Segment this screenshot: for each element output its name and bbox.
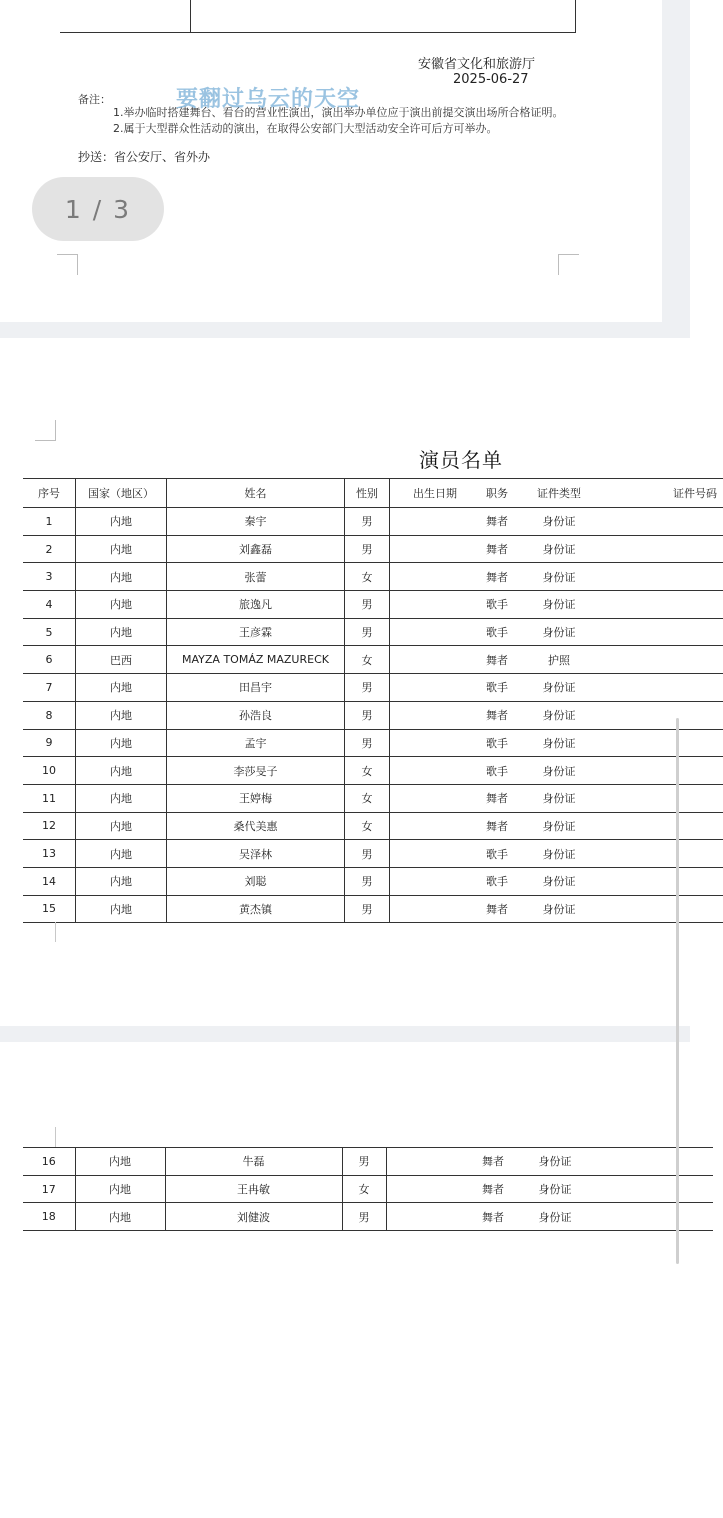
table-cell <box>600 1148 713 1176</box>
table-cell: 吴泽林 <box>167 840 345 868</box>
table-cell: 17 <box>23 1175 75 1203</box>
table-cell: 女 <box>342 1175 386 1203</box>
table-cell: 男 <box>342 1148 386 1176</box>
table-cell <box>604 812 723 840</box>
table-cell: 孙浩良 <box>167 701 345 729</box>
table-cell: 内地 <box>76 895 167 923</box>
table-cell: 舞者 <box>480 812 514 840</box>
table-cell: 14 <box>23 867 76 895</box>
table-cell: 13 <box>23 840 76 868</box>
table-cell <box>604 508 723 536</box>
table-cell: 身份证 <box>510 1175 600 1203</box>
performer-table-continued <box>23 1147 713 1231</box>
table-cell: 刘健波 <box>165 1203 342 1231</box>
performer-table-body <box>23 508 723 923</box>
watermark: 要翻过乌云的天空 <box>176 87 361 112</box>
table-cell: 女 <box>345 757 390 785</box>
table-row <box>23 867 723 895</box>
table-cell: 舞者 <box>480 784 514 812</box>
table-cell: 男 <box>345 508 390 536</box>
table-cell <box>604 646 723 674</box>
table-cell: 舞者 <box>480 508 514 536</box>
remark-line: 2.属于大型群众性活动的演出，在取得公安部门大型活动安全许可后方可举办。 <box>113 122 498 135</box>
table-cell <box>604 563 723 591</box>
table-cell: 内地 <box>76 563 167 591</box>
table-cell: 身份证 <box>514 591 604 619</box>
table-cell: 内地 <box>76 591 167 619</box>
table-cell: 男 <box>345 674 390 702</box>
table-cell: 内地 <box>76 508 167 536</box>
header-cell: 证件类型 <box>514 479 604 508</box>
table-cell: 舞者 <box>480 535 514 563</box>
table-row <box>23 895 723 923</box>
issue-date: 2025-06-27 <box>453 72 529 87</box>
table-cell <box>390 591 481 619</box>
table-cell <box>390 840 481 868</box>
table-cell: 歌手 <box>480 674 514 702</box>
table-row <box>23 535 723 563</box>
table-cell <box>390 784 481 812</box>
table-cell: 18 <box>23 1203 75 1231</box>
crop-mark <box>558 254 579 275</box>
table-cell <box>390 535 481 563</box>
table-cell: 舞者 <box>476 1175 510 1203</box>
table-cell: 4 <box>23 591 76 619</box>
table-cell: 11 <box>23 784 76 812</box>
table-cell: 王婷梅 <box>167 784 345 812</box>
table-cell: 身份证 <box>514 895 604 923</box>
header-cell: 序号 <box>23 479 76 508</box>
table-cell: 2 <box>23 535 76 563</box>
table-cell: 张蕾 <box>167 563 345 591</box>
table-cell: 歌手 <box>480 867 514 895</box>
crop-mark <box>57 254 78 275</box>
crop-mark <box>55 1127 56 1147</box>
table-cell <box>390 895 481 923</box>
table-cell: 内地 <box>76 729 167 757</box>
table-cell: 男 <box>345 535 390 563</box>
page-title: 演员名单 <box>419 448 503 472</box>
table-cell: 15 <box>23 895 76 923</box>
table-cell: 5 <box>23 618 76 646</box>
table-cell: 巴西 <box>76 646 167 674</box>
table-cell <box>604 895 723 923</box>
table-cell: 舞者 <box>476 1203 510 1231</box>
table-cell: 舞者 <box>480 563 514 591</box>
table-cell <box>390 618 481 646</box>
page-gap <box>0 322 690 338</box>
table-cell <box>604 867 723 895</box>
table-cell: 身份证 <box>510 1203 600 1231</box>
vertical-scrollbar[interactable] <box>676 718 679 1264</box>
table-cell: 身份证 <box>514 618 604 646</box>
remarks-label: 备注： <box>78 93 111 106</box>
table-cell: 身份证 <box>514 563 604 591</box>
header-cell: 职务 <box>480 479 514 508</box>
table-cell <box>604 729 723 757</box>
table-cell: 男 <box>345 867 390 895</box>
table-cell: 舞者 <box>480 701 514 729</box>
table-cell: 男 <box>345 729 390 757</box>
table-cell: 王彦霖 <box>167 618 345 646</box>
table-cell: 李莎旻子 <box>167 757 345 785</box>
table-cell <box>390 508 481 536</box>
table-cell: 舞者 <box>480 646 514 674</box>
header-cell: 出生日期 <box>390 479 481 508</box>
table-cell: 男 <box>345 701 390 729</box>
table-cell: 桑代美惠 <box>167 812 345 840</box>
table-cell: 身份证 <box>514 729 604 757</box>
table-row <box>23 674 723 702</box>
table-cell <box>604 535 723 563</box>
table-row <box>23 646 723 674</box>
table-cell <box>386 1148 476 1176</box>
table-row <box>23 840 723 868</box>
table-cell: 旅逸凡 <box>167 591 345 619</box>
table-cell <box>604 618 723 646</box>
table-row <box>23 563 723 591</box>
crop-mark <box>55 922 56 942</box>
header-cell: 性别 <box>345 479 390 508</box>
table-cell: 8 <box>23 701 76 729</box>
table-cell: 内地 <box>76 535 167 563</box>
header-cell: 国家（地区） <box>76 479 167 508</box>
table-cell: 田昌宇 <box>167 674 345 702</box>
table-cell: 12 <box>23 812 76 840</box>
table-cell: 身份证 <box>510 1148 600 1176</box>
table-cell: 内地 <box>75 1203 165 1231</box>
table-cell: 身份证 <box>514 757 604 785</box>
table-cell: 内地 <box>76 867 167 895</box>
table-cell: 内地 <box>76 618 167 646</box>
table-cell: 内地 <box>76 812 167 840</box>
table-cell: 内地 <box>75 1175 165 1203</box>
issuer-name: 安徽省文化和旅游厅 <box>418 57 536 72</box>
table-cell: 内地 <box>76 784 167 812</box>
table-cell: MAYZA TOMÁZ MAZURECK <box>167 646 345 674</box>
crop-mark <box>35 420 56 441</box>
table-cell: 孟宇 <box>167 729 345 757</box>
performer-table <box>23 478 723 923</box>
table-cell: 男 <box>345 618 390 646</box>
table-row <box>23 618 723 646</box>
table-cell <box>390 729 481 757</box>
page-indicator[interactable]: 1 / 3 <box>32 177 164 241</box>
table-cell: 9 <box>23 729 76 757</box>
table-row <box>23 1175 713 1203</box>
table-cell <box>390 757 481 785</box>
table-row <box>23 812 723 840</box>
table-cell: 内地 <box>75 1148 165 1176</box>
table-cell <box>386 1203 476 1231</box>
table-cell: 男 <box>345 895 390 923</box>
table-cell: 王冉敏 <box>165 1175 342 1203</box>
table-cell: 歌手 <box>480 840 514 868</box>
table-cell: 身份证 <box>514 812 604 840</box>
table-cell: 歌手 <box>480 591 514 619</box>
table-cell: 身份证 <box>514 508 604 536</box>
table-cell: 歌手 <box>480 757 514 785</box>
table-cell: 身份证 <box>514 840 604 868</box>
table-cell: 内地 <box>76 674 167 702</box>
table-cell: 刘鑫磊 <box>167 535 345 563</box>
header-cell: 姓名 <box>167 479 345 508</box>
table-cell <box>600 1203 713 1231</box>
table-cell: 内地 <box>76 701 167 729</box>
table-cell: 身份证 <box>514 867 604 895</box>
table-cell: 10 <box>23 757 76 785</box>
table-cell <box>390 812 481 840</box>
table-cell: 6 <box>23 646 76 674</box>
table-row <box>23 729 723 757</box>
table-cell: 身份证 <box>514 701 604 729</box>
table-cell: 3 <box>23 563 76 591</box>
performer-table-body <box>23 1148 713 1231</box>
remark-line: 1.举办临时搭建舞台、看台的营业性演出，演出举办单位应于演出前提交演出场所合格证明。 <box>113 106 564 119</box>
table-cell: 身份证 <box>514 535 604 563</box>
table-row <box>23 508 723 536</box>
table-cell: 16 <box>23 1148 75 1176</box>
table-cell <box>390 563 481 591</box>
table-cell: 身份证 <box>514 674 604 702</box>
viewer-gutter <box>662 0 690 322</box>
table-cell: 1 <box>23 508 76 536</box>
table-cell: 男 <box>345 840 390 868</box>
table-cell <box>390 674 481 702</box>
table-cell: 内地 <box>76 757 167 785</box>
table-cell <box>390 867 481 895</box>
table-cell: 护照 <box>514 646 604 674</box>
table-cell: 女 <box>345 784 390 812</box>
page-gap <box>0 1026 690 1042</box>
table-row <box>23 757 723 785</box>
table-cell: 舞者 <box>480 895 514 923</box>
table-cell: 舞者 <box>476 1148 510 1176</box>
table-row <box>23 784 723 812</box>
table-cell <box>600 1175 713 1203</box>
table-header-row <box>23 479 723 508</box>
table-cell <box>386 1175 476 1203</box>
table-cell <box>390 646 481 674</box>
table-cell: 男 <box>342 1203 386 1231</box>
table-cell: 歌手 <box>480 618 514 646</box>
cc-line: 抄送：省公安厅、省外办 <box>78 150 211 164</box>
table-row <box>23 591 723 619</box>
table-cell: 内地 <box>76 840 167 868</box>
table-cell: 身份证 <box>514 784 604 812</box>
table-cell <box>604 701 723 729</box>
table-cell: 黄杰镇 <box>167 895 345 923</box>
table-row <box>23 701 723 729</box>
table-cell: 歌手 <box>480 729 514 757</box>
table-cell <box>604 784 723 812</box>
table-cell: 7 <box>23 674 76 702</box>
table-cell <box>604 591 723 619</box>
table-cell <box>604 674 723 702</box>
table-cell <box>604 757 723 785</box>
table-cell: 男 <box>345 591 390 619</box>
table-cell: 女 <box>345 646 390 674</box>
table-cell <box>390 701 481 729</box>
table-cell: 秦宇 <box>167 508 345 536</box>
header-cell: 证件号码 <box>604 479 723 508</box>
table-cell: 牛磊 <box>165 1148 342 1176</box>
table-cell <box>604 840 723 868</box>
table-row <box>23 1148 713 1176</box>
table-cell: 女 <box>345 563 390 591</box>
page1-table-fragment <box>60 0 576 33</box>
table-cell: 女 <box>345 812 390 840</box>
table-row <box>23 1203 713 1231</box>
table-cell: 刘聪 <box>167 867 345 895</box>
